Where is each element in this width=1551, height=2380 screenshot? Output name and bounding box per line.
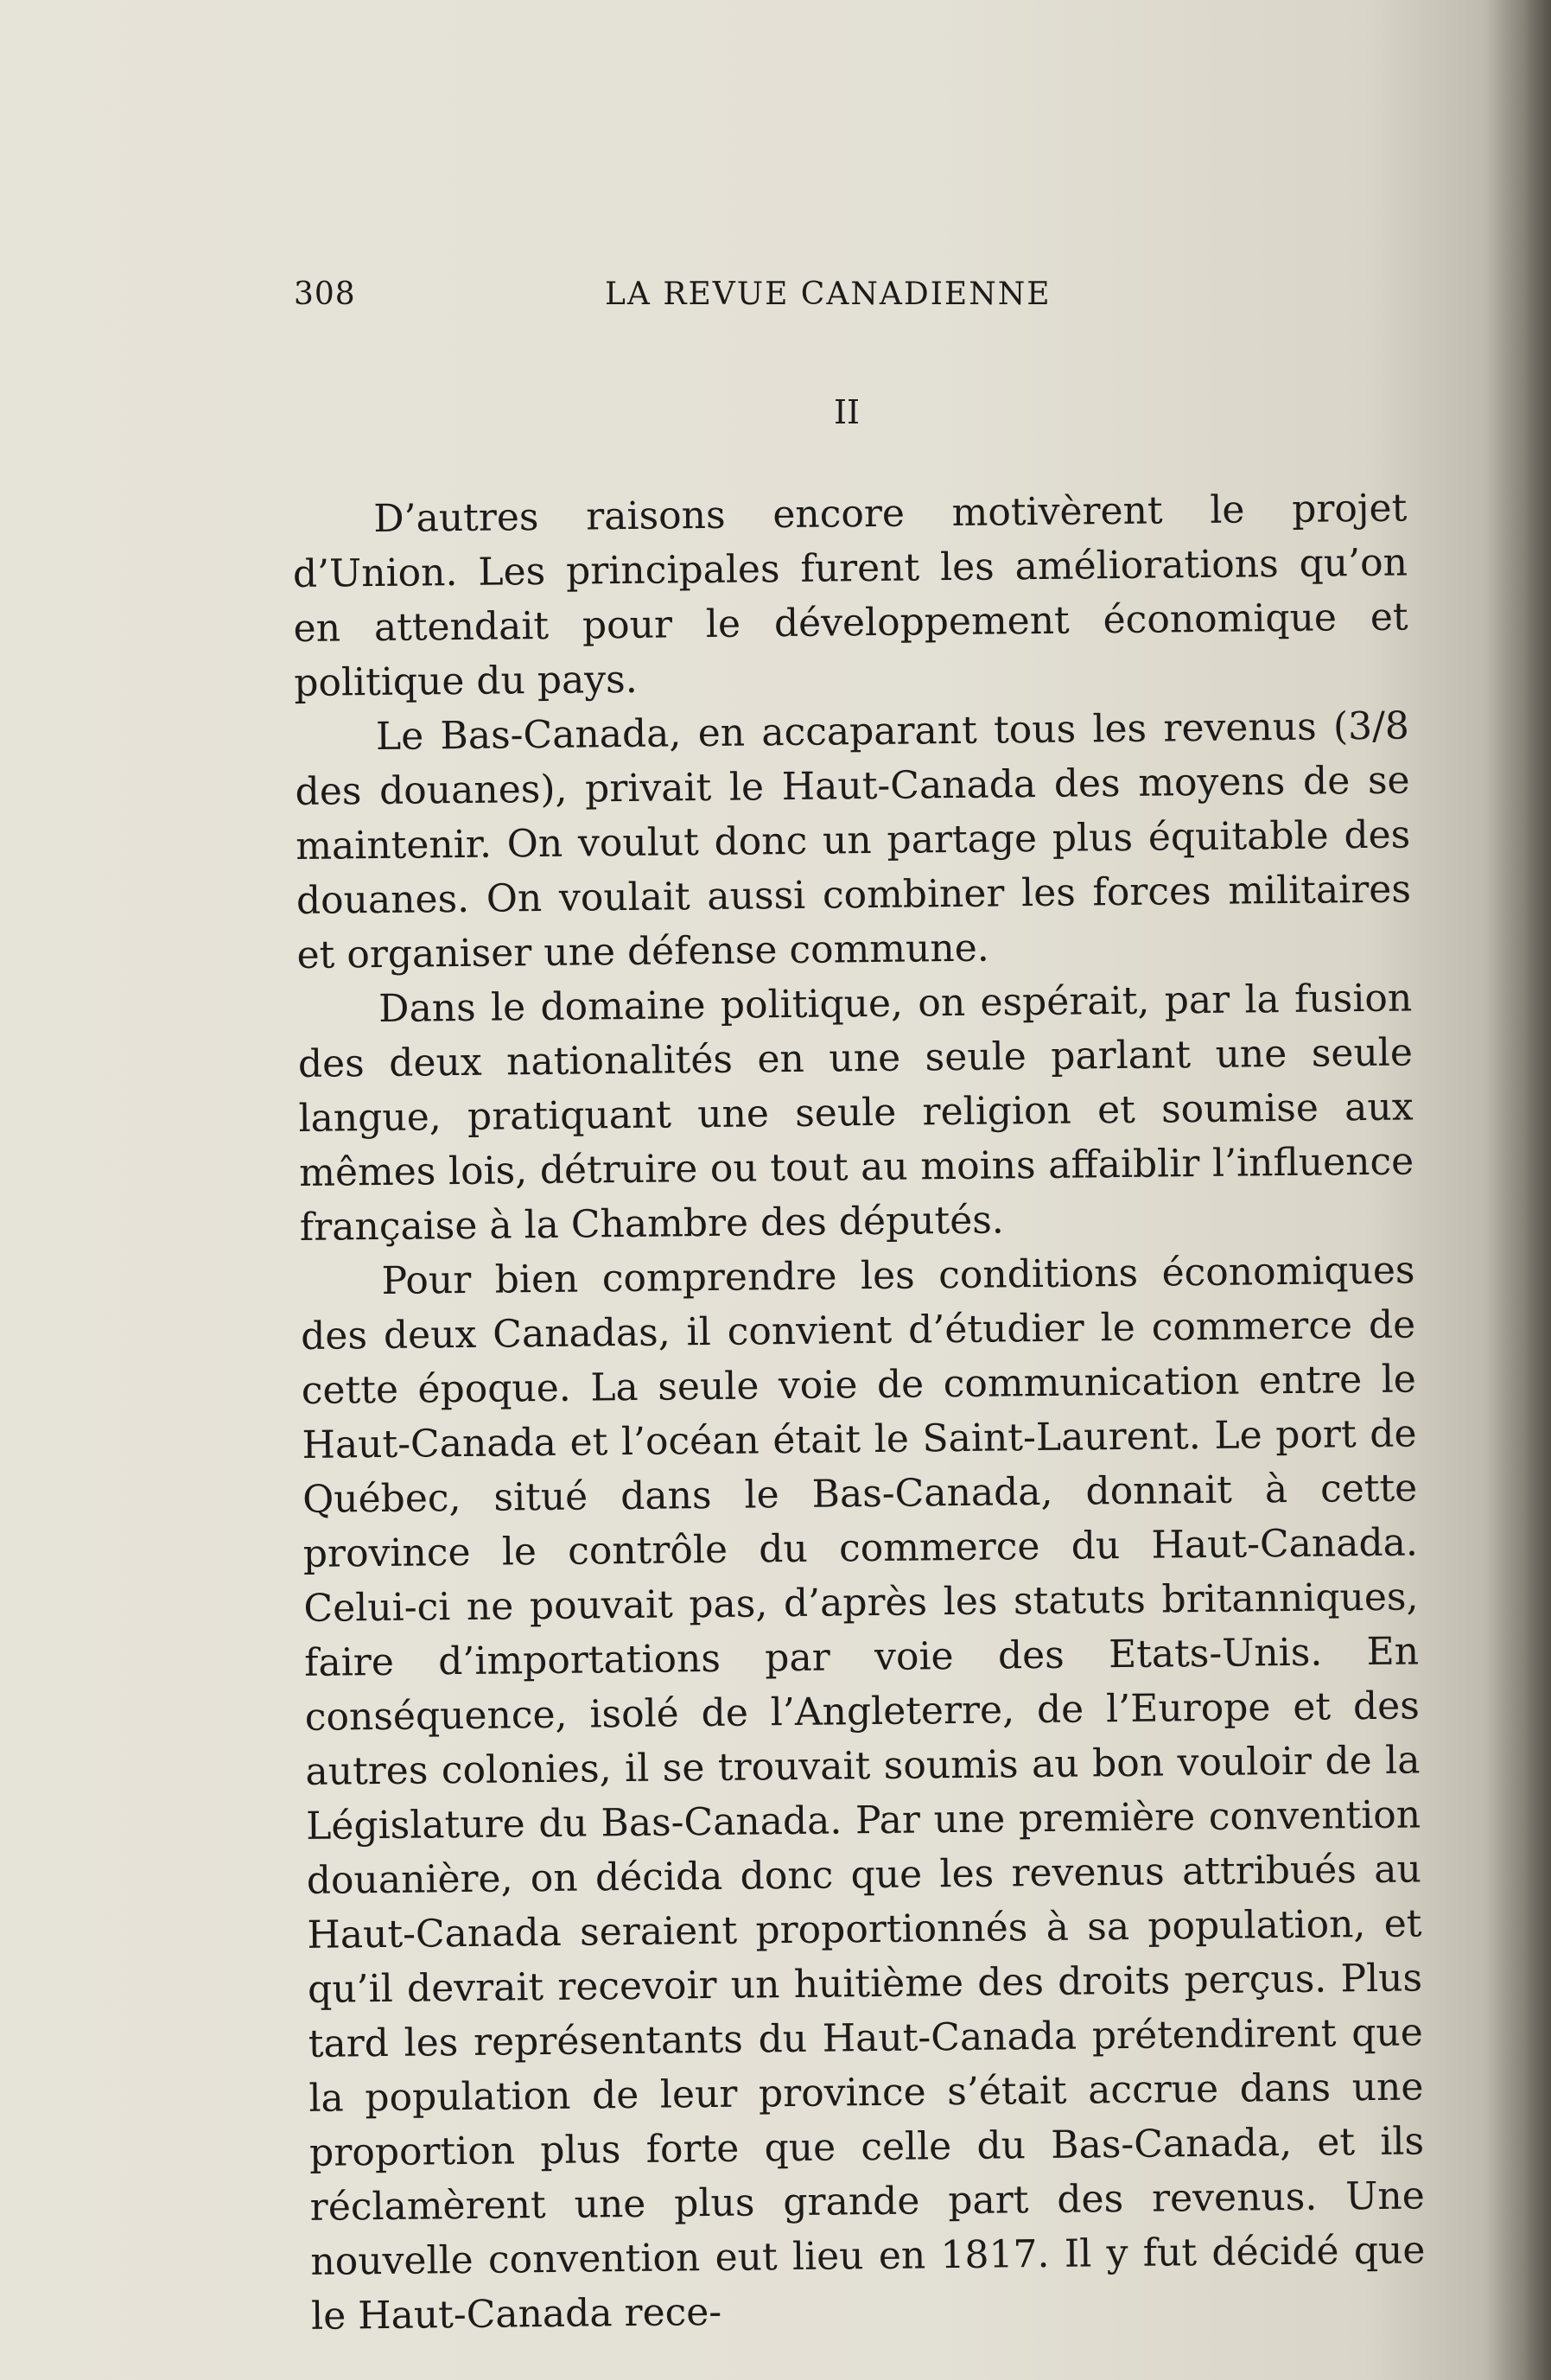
paragraph: Pour bien comprendre les conditions économiques des deux Canadas, il convient d’étudier le commerce de cette époque. La seule voie de communication entre le Haut-Canada et l’océan était le Saint-Laurent. Le port de Québec, situé dans le Bas-Canada, donnait à cette province le contrôle du commerce du Haut-Canada. Celui-ci ne pouvait pas, d’après les statuts britanniques, faire d’importations par voie des Etats-Unis. En conséquence, isolé de l’Angleterre, de l’Europe et des autres colonies, il se trouvait soumis au bon vouloir de la Législature du Bas-Canada. Par une première convention douanière, on décida donc que les revenus attribués au Haut-Canada seraient proportionnés à sa population, et qu’il devrait recevoir un huitième des droits perçus. Plus tard les représentants du Haut-Canada prétendirent que la population de leur province s’était accrue dans une proportion plus forte que celle du Bas-Canada, et ils réclamèrent une plus grande part des revenus. Une nouvelle convention eut lieu en 1817. Il y fut décidé que le Haut-Canada rece-: [300, 1248, 1426, 2339]
page-header: [294, 277, 1097, 328]
paragraph: D’autres raisons encore motivèrent le projet d’Union. Les principales furent les améliorations qu’on en attendait pour le développement économique et politique du pays.: [292, 486, 1408, 705]
spine-shadow: [1482, 0, 1551, 2380]
page-number: 308: [294, 277, 356, 312]
section-heading: II: [833, 393, 861, 431]
paragraph: Le Bas-Canada, en accaparant tous les revenus (3/8 des douanes), privait le Haut-Canada des moyens de se maintenir. On voulut donc un partage plus équitable des douanes. On voulait aussi combiner les forces militaires et organiser une défense commune.: [295, 703, 1412, 977]
paragraph: Dans le domaine politique, on espérait, par la fusion des deux nationalités en une seule parlant une seule langue, pratiquant une seule religion et soumise aux mêmes lois, détruire ou tout au moins affaiblir l’influence française à la Chambre des députés.: [297, 976, 1414, 1250]
running-title: LA REVUE CANADIENNE: [605, 277, 1052, 312]
body-text: [292, 480, 1426, 2343]
